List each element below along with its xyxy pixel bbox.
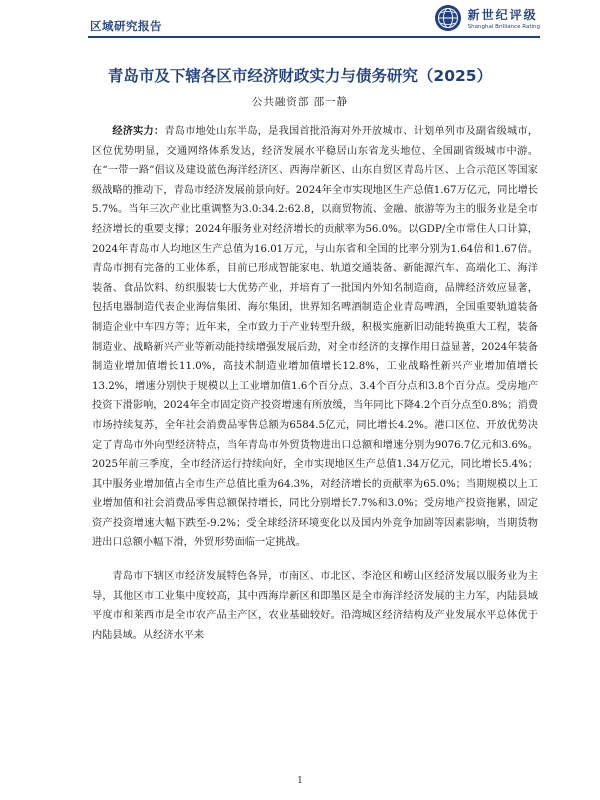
logo-name-en: Shanghai Brilliance Rating: [467, 24, 540, 30]
authors: 公共融资部 邵一静: [251, 96, 349, 108]
paragraph-lead: 经济实力：: [112, 125, 165, 137]
header-divider: [88, 36, 540, 38]
paragraph-districts: [92, 567, 538, 645]
body-text: [92, 122, 538, 645]
paragraph-body: 青岛市地处山东半岛，是我国首批沿海对外开放城市、计划单列市及副省级城市，区位优势明显，交通网络体系发达，经济发展水平稳居山东省龙头地位、全国副省级城市中游。在“一带一路”倡议及建设蓝色海洋经济区、西海岸新区、山东自贸区青岛片区、上合示范区等国家级战略的推动下，青岛市经济发展前景向好。2024年全市实现地区生产总值1.67万亿元，同比增长5.7%。当年三次产业比重调整为3.0:34.2:62.8，以商贸物流、金融、旅游等为主的服务业是全市经济增长的重要支撑；2024年服务业对经济增长的贡献率为56.0%。以GDP/全市常住人口计算，2024年青岛市人均地区生产总值为16.01万元，与山东省和全国的比率分别为1.64倍和1.67倍。青岛市拥有完备的工业体系，目前已形成智能家电、轨道交通装备、新能源汽车、高端化工、海洋装备、食品饮料、纺织服装七大优势产业，并培育了一批国内外知名制造商，品牌经济效应显著，包括电器制造代表企业海信集团、海尔集团，世界知名啤酒制造企业青岛啤酒，全国重要轨道装备制造企业中车四方等；近年来，全市致力于产业转型升级，积极实施新旧动能转换重大工程，装备制造业、战略新兴产业等新动能持续增强发展后劲，对全市经济的支撑作用日益显著，2024年装备制造业增加值增长11.0%，高技术制造业增加值增长12.8%，工业战略性新兴产业增加值增长13.2%，增速分别快于规模以上工业增加值1.6个百分点、3.4个百分点和3.8个百分点。受房地产投资下滑影响，2024年全市固定资产投资增速有所放缓，当年同比下降4.2个百分点至0.8%；消费市场持续复苏，全年社会消费品零售总额为6584.5亿元，同比增长4.2%。港口区位、开放优势决定了青岛市外向型经济特点，当年青岛市外贸货物进出口总额和增速分别为9076.7亿元和3.6%。2025年前三季度，全市经济运行持续向好，全市实现地区生产总值1.34万亿元，同比增长5.4%；其中服务业增加值占全市生产总值比重为64.3%，对经济增长的贡献率为65.0%；当期规模以上工业增加值和社会消费品零售总额保持增长，同比分别增长7.7%和3.0%；受房地产投资拖累，固定资产投资增速大幅下跌至-9.2%；受全球经济环境变化以及国内外竞争加剧等因素影响，当期货物进出口总额小幅下滑，外贸形势面临一定挑战。: [92, 126, 539, 549]
section-label: 区域研究报告: [90, 19, 162, 33]
brand-logo: [434, 4, 540, 32]
globe-emblem-icon: [434, 4, 462, 32]
page-number: 1: [297, 776, 303, 786]
document-title: 青岛市及下辖各区市经济财政实力与债务研究（2025）: [107, 67, 493, 85]
paragraph-economic-strength: [92, 122, 538, 553]
paragraph-body: 青岛市下辖区市经济发展特色各异，市南区、市北区、李沧区和崂山区经济发展以服务业为主导，其他区市工业集中度较高，其中西海岸新区和即墨区是全市海洋经济发展的主力军，内陆县域平度市和莱西市是全市农产品主产区，农业基础较好。沿湾城区经济结构及产业发展水平总体优于内陆县域。从经济水平来: [92, 571, 538, 641]
page-header: [62, 0, 540, 34]
logo-name-cn: 新世纪评级: [467, 8, 538, 22]
